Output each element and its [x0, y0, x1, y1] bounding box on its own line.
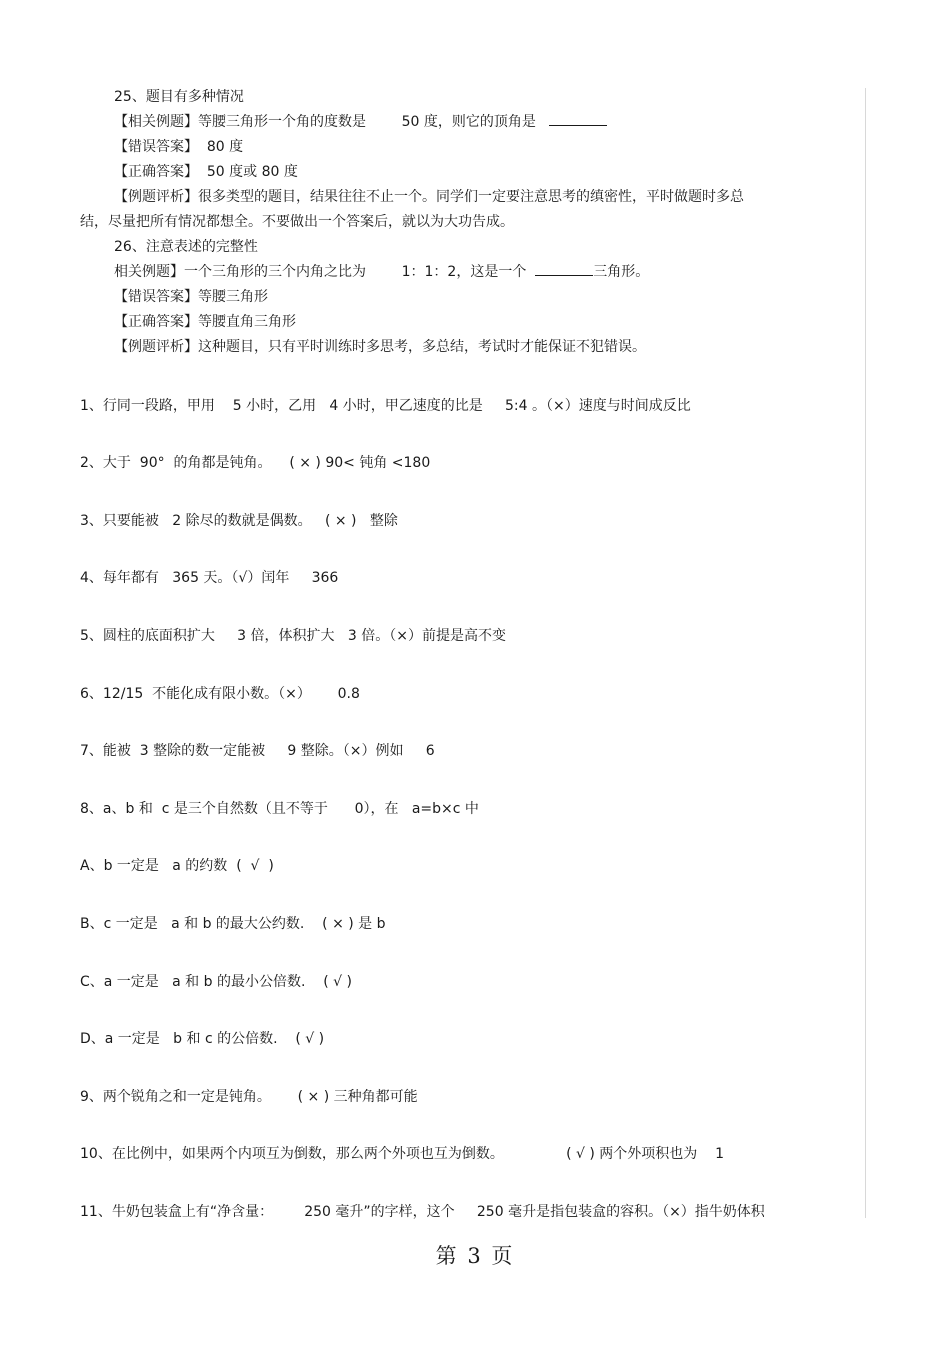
list-item: 8、a、b 和 c 是三个自然数（且不等于 0），在 a=b×c 中 — [80, 801, 479, 817]
list-item: 5、圆柱的底面积扩大 3 倍，体积扩大 3 倍。（×）前提是高不变 — [80, 628, 506, 644]
list-item: 7、能被 3 整除的数一定能被 9 整除。（×）例如 6 — [80, 743, 435, 759]
page-number: 第 3 页 — [435, 1244, 515, 1268]
list-item: C、a 一定是 a 和 b 的最小公倍数. ( √ ) — [80, 974, 352, 990]
section-25-wrong-answer: 【错误答案】 80 度 — [114, 139, 244, 155]
section-26-example-text: 相关例题】一个三角形的三个内角之比为 1：1：2，这是一个 — [114, 264, 536, 280]
list-item: B、c 一定是 a 和 b 的最大公约数. ( × ) 是 b — [80, 916, 386, 932]
list-item: A、b 一定是 a 的约数 ( √ ) — [80, 858, 274, 874]
list-item: 9、两个锐角之和一定是钝角。 ( × ) 三种角都可能 — [80, 1089, 418, 1105]
section-25-analysis-line-1: 【例题评析】很多类型的题目，结果往往不止一个。同学们一定要注意思考的缜密性，平时做题时多总 — [114, 189, 744, 205]
list-item: 1、行同一段路，甲用 5 小时，乙用 4 小时，甲乙速度的比是 5:4 。（×）速度与时间成反比 — [80, 398, 691, 414]
right-margin-rule — [865, 88, 866, 1218]
section-26-example-suffix: 三角形。 — [593, 264, 650, 280]
section-26-correct-answer: 【正确答案】等腰直角三角形 — [114, 314, 296, 330]
list-item: D、a 一定是 b 和 c 的公倍数. ( √ ) — [80, 1031, 325, 1047]
list-item: 10、在比例中，如果两个内项互为倒数，那么两个外项也互为倒数。 ( √ ) 两个外项积也为 1 — [80, 1146, 725, 1162]
list-item: 11、牛奶包装盒上有“净含量： 250 毫升”的字样，这个 250 毫升是指包装盒的容积。（×）指牛奶体积 — [80, 1204, 765, 1220]
list-item: 4、每年都有 365 天。（√）闰年 366 — [80, 570, 339, 586]
section-26-wrong-answer: 【错误答案】等腰三角形 — [114, 289, 268, 305]
section-25-example — [114, 113, 607, 131]
answer-blank — [549, 113, 607, 126]
section-25-example-text: 【相关例题】等腰三角形一个角的度数是 50 度，则它的顶角是 — [114, 114, 550, 130]
section-25-analysis-line-2: 结，尽量把所有情况都想全。不要做出一个答案后，就以为大功告成。 — [80, 214, 514, 230]
answer-blank — [535, 263, 593, 276]
section-26-heading: 26、注意表述的完整性 — [114, 239, 258, 255]
section-25-heading: 25、题目有多种情况 — [114, 89, 244, 105]
list-item: 6、12/15 不能化成有限小数。（×） 0.8 — [80, 686, 360, 702]
section-25-correct-answer: 【正确答案】 50 度或 80 度 — [114, 164, 298, 180]
list-item: 3、只要能被 2 除尽的数就是偶数。 ( × ) 整除 — [80, 513, 398, 529]
list-item: 2、大于 90° 的角都是钝角。 ( × ) 90< 钝角 <180 — [80, 455, 431, 471]
section-26-analysis: 【例题评析】这种题目，只有平时训练时多思考，多总结，考试时才能保证不犯错误。 — [114, 339, 646, 355]
section-26-example — [114, 263, 649, 281]
